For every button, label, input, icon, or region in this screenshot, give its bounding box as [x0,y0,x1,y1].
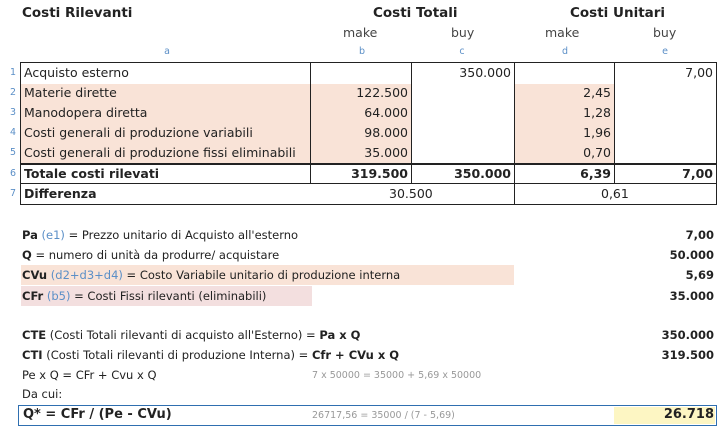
column-letter-d: d [561,46,569,57]
make-unitari-cell: 1,28 [583,105,611,120]
table-title: Costi Rilevanti [22,5,133,21]
formula-cti-value: 319.500 [661,348,714,362]
q-star-formula: Q* = CFr / (Pe - CVu) [23,407,172,422]
total-label: Totale costi rilevati [24,166,160,181]
column-divider [310,62,311,184]
buy-header-totali: buy [451,25,475,40]
total-buy-totali: 350.000 [454,166,511,181]
table-right-border [716,62,717,205]
make-unitari-cell: 0,70 [583,145,611,160]
param-q: Q = numero di unità da produrre/ acquistare [22,248,280,262]
column-divider [514,62,515,205]
buy-unitari-cell: 7,00 [685,65,713,80]
total-make-totali: 319.500 [351,166,408,181]
formula-cte-value: 350.000 [661,328,714,342]
param-pa: Pa (e1) = Prezzo unitario di Acquisto all'esterno [22,228,299,242]
make-totali-cell: 98.000 [364,125,408,140]
q-star-value: 26.718 [663,407,714,422]
buy-totali-cell: 350.000 [459,65,511,80]
row-number: 2 [9,87,17,98]
make-header-unitari: make [545,25,580,40]
make-totali-cell: 35.000 [364,145,408,160]
row-number: 7 [9,188,17,199]
column-letter-b: b [358,46,366,57]
make-header-totali: make [343,25,378,40]
total-row-border [20,163,717,165]
q-star-numeric: 26717,56 = 35000 / (7 - 5,69) [312,410,455,421]
row-label: Costi generali di produzione fissi eliminabili [24,145,296,160]
param-cvu: CVu (d2+d3+d4) = Costo Variabile unitario di produzione interna [22,268,401,282]
total-make-unitari: 6,39 [580,166,611,181]
table-left-border [20,62,21,205]
row-number: 3 [9,107,17,118]
param-cfr: CFr (b5) = Costi Fissi rilevanti (eliminabili) [22,289,267,303]
formula-cti: CTI (Costi Totali rilevanti di produzione Interna) = Cfr + CVu x Q [22,348,400,362]
column-letter-c: c [459,46,465,57]
row-number: 1 [9,67,17,78]
row-number: 6 [9,168,17,179]
make-totali-cell: 64.000 [364,105,408,120]
equation-numeric: 7 x 50000 = 35000 + 5,69 x 50000 [312,370,482,381]
row-label: Costi generali di produzione variabili [24,125,253,140]
da-cui-label: Da cui: [22,387,63,401]
column-letter-a: a [164,46,170,57]
column-letter-e: e [662,46,668,57]
row-label: Acquisto esterno [24,65,129,80]
make-unitari-cell: 2,45 [583,85,611,100]
formula-cte: CTE (Costi Totali rilevanti di acquisto all'Esterno) = Pa x Q [22,328,361,342]
row-number: 4 [9,127,17,138]
costi-unitari-header: Costi Unitari [570,5,666,21]
table-bottom-border [20,204,717,205]
param-q-value: 50.000 [669,248,714,262]
param-pa-value: 7,00 [685,228,714,242]
difference-label: Differenza [24,186,97,201]
row-label: Manodopera diretta [24,105,148,120]
total-buy-unitari: 7,00 [682,166,713,181]
param-cfr-value: 35.000 [669,289,714,303]
costi-totali-header: Costi Totali [373,5,458,21]
buy-header-unitari: buy [653,25,677,40]
param-cvu-value: 5,69 [685,268,714,282]
equation: Pe x Q = CFr + Cvu x Q [22,368,157,382]
difference-unitari: 0,61 [601,186,629,201]
column-divider [614,62,615,184]
diff-row-border [20,183,717,184]
make-totali-cell: 122.500 [356,85,408,100]
make-unitari-cell: 1,96 [583,125,611,140]
table-top-border [20,62,717,63]
difference-totali: 30.500 [389,186,433,201]
column-divider [411,62,412,184]
row-number: 5 [9,147,17,158]
row-label: Materie dirette [24,85,117,100]
